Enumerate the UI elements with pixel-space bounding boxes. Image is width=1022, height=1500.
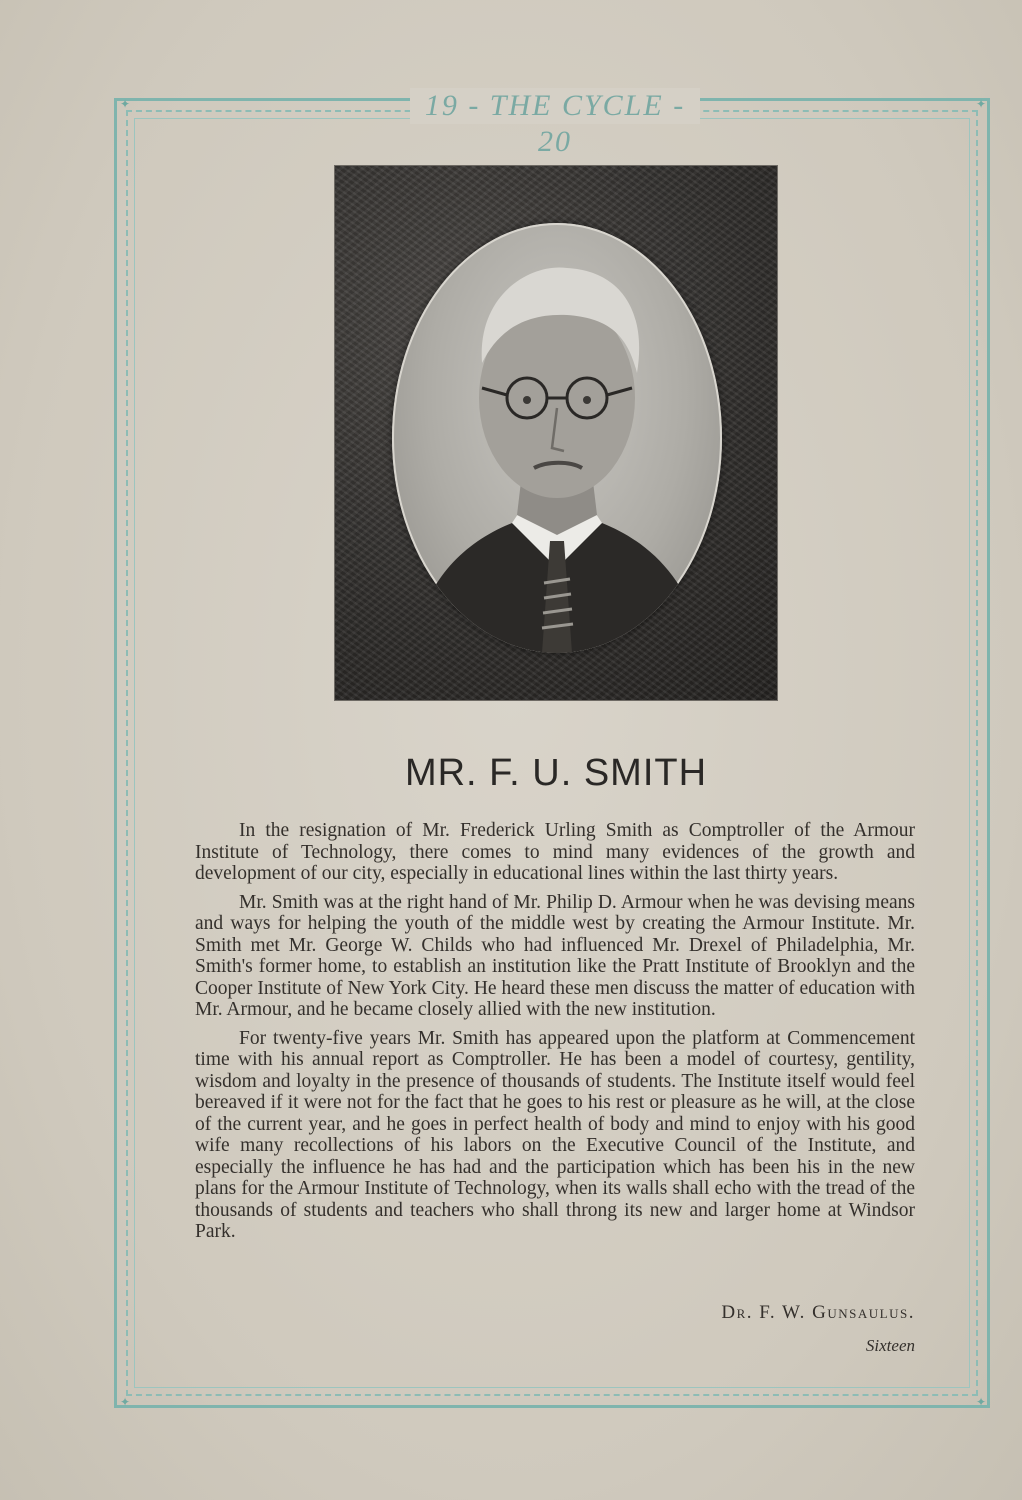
article-title: MR. F. U. SMITH [404, 752, 708, 794]
paragraph: Mr. Smith was at the right hand of Mr. Philip D. Armour when he was devising means and ways for helping the youth of the middle west by creating the Armour Institute. Mr. Smith met Mr. George W. Childs who had influenced Mr. Drexel of Philadelphia, Mr. Smith's former home, to establish an institution like the Pratt Institute of Brooklyn and the Cooper Institute of New York City. He heard these men discuss the matter of education with Mr. Armour, and he became closely allied with the new institution. [195, 891, 915, 1020]
author-signature [500, 1302, 915, 1324]
portrait-photo [334, 165, 778, 701]
article-body [195, 820, 915, 1250]
running-header: 19 - THE CYCLE - 20 [424, 89, 686, 158]
portrait-oval [392, 223, 722, 653]
paragraph: For twenty-five years Mr. Smith has appeared upon the platform at Commencement time with his annual report as Comptroller. He has been a model of courtesy, gentility, wisdom and loyalty in the presence of thousands of students. The Institute itself would feel bereaved if it were not for the fact that he goes to his rest or pleasure as he will, at the close of the current year, and he goes in perfect health of body and mind to enjoy with his good wife many recollections of his labors on the Executive Council of the Institute, and especially the influence he has had and the participation which has been his in the new plans for the Armour Institute of Technology, when its walls shall echo with the tread of the thousands of students and teachers who shall throng its new and larger home at Windsor Park. [195, 1027, 915, 1242]
corner-ornament-icon: ✦ [976, 1395, 987, 1409]
portrait-figure-icon [392, 223, 722, 653]
paragraph: In the resignation of Mr. Frederick Urling Smith as Comptroller of the Armour Institute of Technology, there comes to mind many evidences of the growth and development of our city, especially in educational lines within the last thirty years. [195, 820, 915, 884]
corner-ornament-icon: ✦ [976, 97, 987, 111]
signature-text: Dr. F. W. Gunsaulus. [721, 1302, 915, 1323]
page-number: Sixteen [865, 1336, 915, 1355]
corner-ornament-icon: ✦ [120, 1395, 131, 1409]
corner-ornament-icon: ✦ [120, 97, 131, 111]
